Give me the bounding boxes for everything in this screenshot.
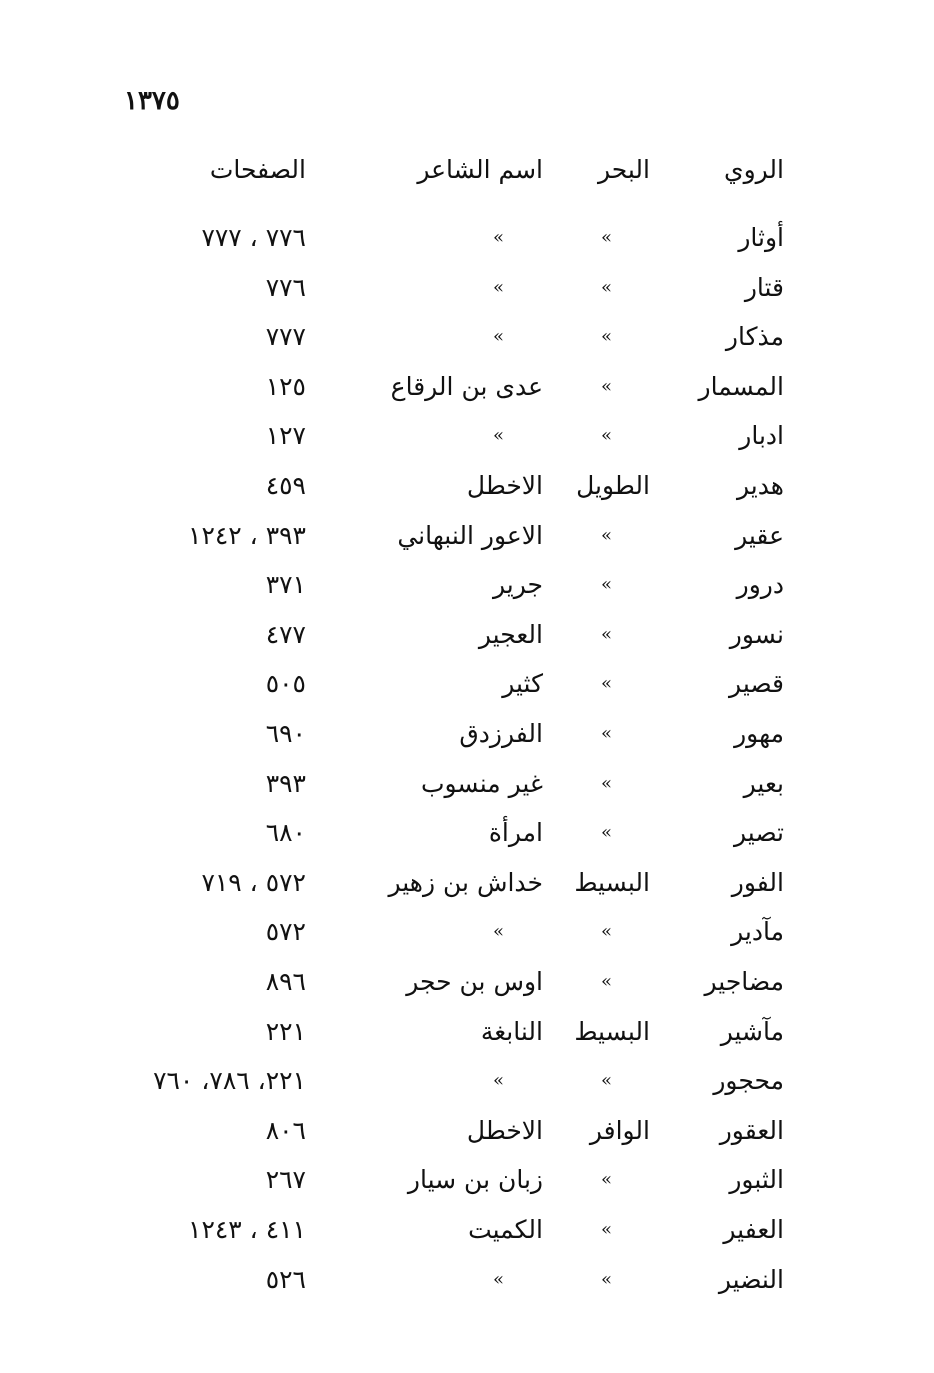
pages-cell: ٧٧٧: [265, 322, 306, 352]
bahr-cell: »: [600, 1070, 612, 1092]
poet-cell: »: [492, 326, 504, 348]
pages-cell: ١٢٧: [265, 421, 306, 451]
poet-cell: الفرزدق: [459, 719, 543, 748]
table-row: [0, 962, 934, 1002]
bahr-cell: »: [600, 375, 612, 397]
page-number: ١٣٧٥: [124, 86, 180, 116]
rawi-cell: النضير: [718, 1264, 784, 1294]
table-row: [0, 912, 934, 952]
rawi-cell: مذكار: [725, 322, 784, 352]
table-row: [0, 664, 934, 704]
rawi-cell: المسمار: [698, 371, 784, 401]
table-row: [0, 615, 934, 655]
rawi-cell: الفور: [731, 867, 784, 897]
header-pages: الصفحات: [209, 155, 306, 184]
pages-cell: ٤٧٧: [265, 619, 306, 649]
poet-cell: كثير: [502, 669, 543, 699]
header-bahr: البحر: [597, 155, 650, 184]
bahr-cell: »: [600, 921, 612, 943]
pages-cell: ٤٥٩: [265, 471, 306, 500]
pages-cell: ٨٩٦: [265, 967, 306, 996]
bahr-cell: »: [600, 326, 612, 348]
rawi-cell: أوثار: [738, 223, 784, 252]
pages-cell: ٣٧١: [265, 570, 306, 600]
table-row: [0, 813, 934, 853]
bahr-cell: »: [600, 971, 612, 992]
table-row: [0, 714, 934, 754]
bahr-cell: البسيط: [574, 867, 650, 897]
pages-cell: ٢٢١، ٧٨٦، ٧٦٠: [153, 1066, 306, 1096]
bahr-cell: »: [600, 276, 612, 298]
poet-cell: غير منسوب: [420, 768, 543, 798]
rawi-cell: العقور: [719, 1115, 784, 1145]
bahr-cell: »: [600, 524, 612, 546]
pages-cell: ٢٢١: [265, 1016, 306, 1046]
rawi-cell: بعير: [743, 768, 784, 798]
pages-cell: ٥٧٢: [265, 917, 306, 947]
table-header: [0, 150, 934, 190]
table-row: [0, 317, 934, 357]
poet-cell: عدى بن الرقاع: [390, 371, 543, 401]
table-row: [0, 268, 934, 308]
bahr-cell: »: [600, 1268, 612, 1290]
rawi-cell: مضاجير: [704, 967, 784, 996]
rawi-cell: مآدير: [731, 917, 784, 947]
rawi-cell: مآشير: [720, 1016, 784, 1046]
table-row: [0, 1012, 934, 1052]
bahr-cell: »: [600, 623, 612, 645]
rawi-cell: درور: [736, 570, 784, 600]
rawi-cell: محجور: [713, 1066, 784, 1096]
bahr-cell: الطويل: [576, 471, 650, 500]
pages-cell: ٥٢٦: [265, 1264, 306, 1294]
pages-cell: ١٢٥: [265, 371, 306, 401]
table-row: [0, 218, 934, 258]
pages-cell: ٦٨٠: [265, 818, 306, 848]
table-row: [0, 1061, 934, 1101]
poet-cell: »: [492, 276, 504, 298]
bahr-cell: »: [600, 574, 612, 596]
bahr-cell: »: [600, 772, 612, 794]
rawi-cell: تصير: [734, 818, 784, 848]
poet-cell: الكميت: [468, 1215, 543, 1244]
table-row: [0, 1160, 934, 1200]
header-rawi: الروي: [724, 155, 784, 184]
poet-cell: الاخطل: [466, 471, 543, 500]
poet-cell: الاخطل: [466, 1115, 543, 1145]
poet-cell: »: [492, 425, 504, 447]
pages-cell: ٨٠٦: [265, 1115, 306, 1145]
pages-cell: ٧٧٦ ، ٧٧٧: [201, 223, 306, 252]
pages-cell: ٢٦٧: [265, 1165, 306, 1195]
rawi-cell: قتار: [744, 272, 784, 302]
pages-cell: ٥٧٢ ، ٧١٩: [201, 867, 306, 897]
table-row: [0, 516, 934, 556]
table-row: [0, 863, 934, 903]
poet-cell: »: [492, 1268, 504, 1290]
poet-cell: »: [492, 227, 504, 248]
poet-cell: الاعور النبهاني: [397, 520, 543, 550]
header-poet: اسم الشاعر: [417, 155, 543, 184]
poet-cell: العجير: [478, 619, 543, 649]
poet-cell: »: [492, 1070, 504, 1092]
bahr-cell: البسيط: [574, 1016, 650, 1046]
table-row: [0, 416, 934, 456]
rawi-cell: الثبور: [729, 1165, 784, 1195]
bahr-cell: الوافر: [589, 1115, 650, 1145]
bahr-cell: »: [600, 723, 612, 744]
poet-cell: جرير: [493, 570, 543, 600]
rawi-cell: هدير: [736, 471, 784, 500]
table-row: [0, 565, 934, 605]
bahr-cell: »: [600, 425, 612, 447]
table-row: [0, 367, 934, 407]
bahr-cell: »: [600, 227, 612, 248]
table-row: [0, 1260, 934, 1300]
pages-cell: ٥٠٥: [265, 669, 306, 699]
poet-cell: اوس بن حجر: [406, 967, 543, 996]
table-row: [0, 1210, 934, 1250]
pages-cell: ٤١١ ، ١٢٤٣: [188, 1215, 306, 1244]
rawi-cell: العفير: [723, 1215, 784, 1244]
pages-cell: ٣٩٣: [265, 768, 306, 798]
poet-cell: امرأة: [488, 818, 543, 848]
poet-cell: خداش بن زهير: [388, 867, 543, 897]
poet-cell: النابغة: [480, 1016, 543, 1046]
pages-cell: ٣٩٣ ، ١٢٤٢: [188, 520, 306, 550]
poet-cell: زبان بن سيار: [407, 1165, 543, 1195]
rawi-cell: عقير: [735, 520, 784, 550]
bahr-cell: »: [600, 673, 612, 695]
table-row: [0, 1111, 934, 1151]
rawi-cell: نسور: [729, 619, 784, 649]
rawi-cell: ادبار: [739, 421, 784, 451]
table-row: [0, 466, 934, 506]
bahr-cell: »: [600, 1219, 612, 1240]
pages-cell: ٦٩٠: [265, 719, 306, 748]
rawi-cell: قصير: [729, 669, 784, 699]
rawi-cell: مهور: [734, 719, 784, 748]
table-row: [0, 764, 934, 804]
bahr-cell: »: [600, 1169, 612, 1191]
poet-cell: »: [492, 921, 504, 943]
pages-cell: ٧٧٦: [265, 272, 306, 302]
bahr-cell: »: [600, 822, 612, 844]
